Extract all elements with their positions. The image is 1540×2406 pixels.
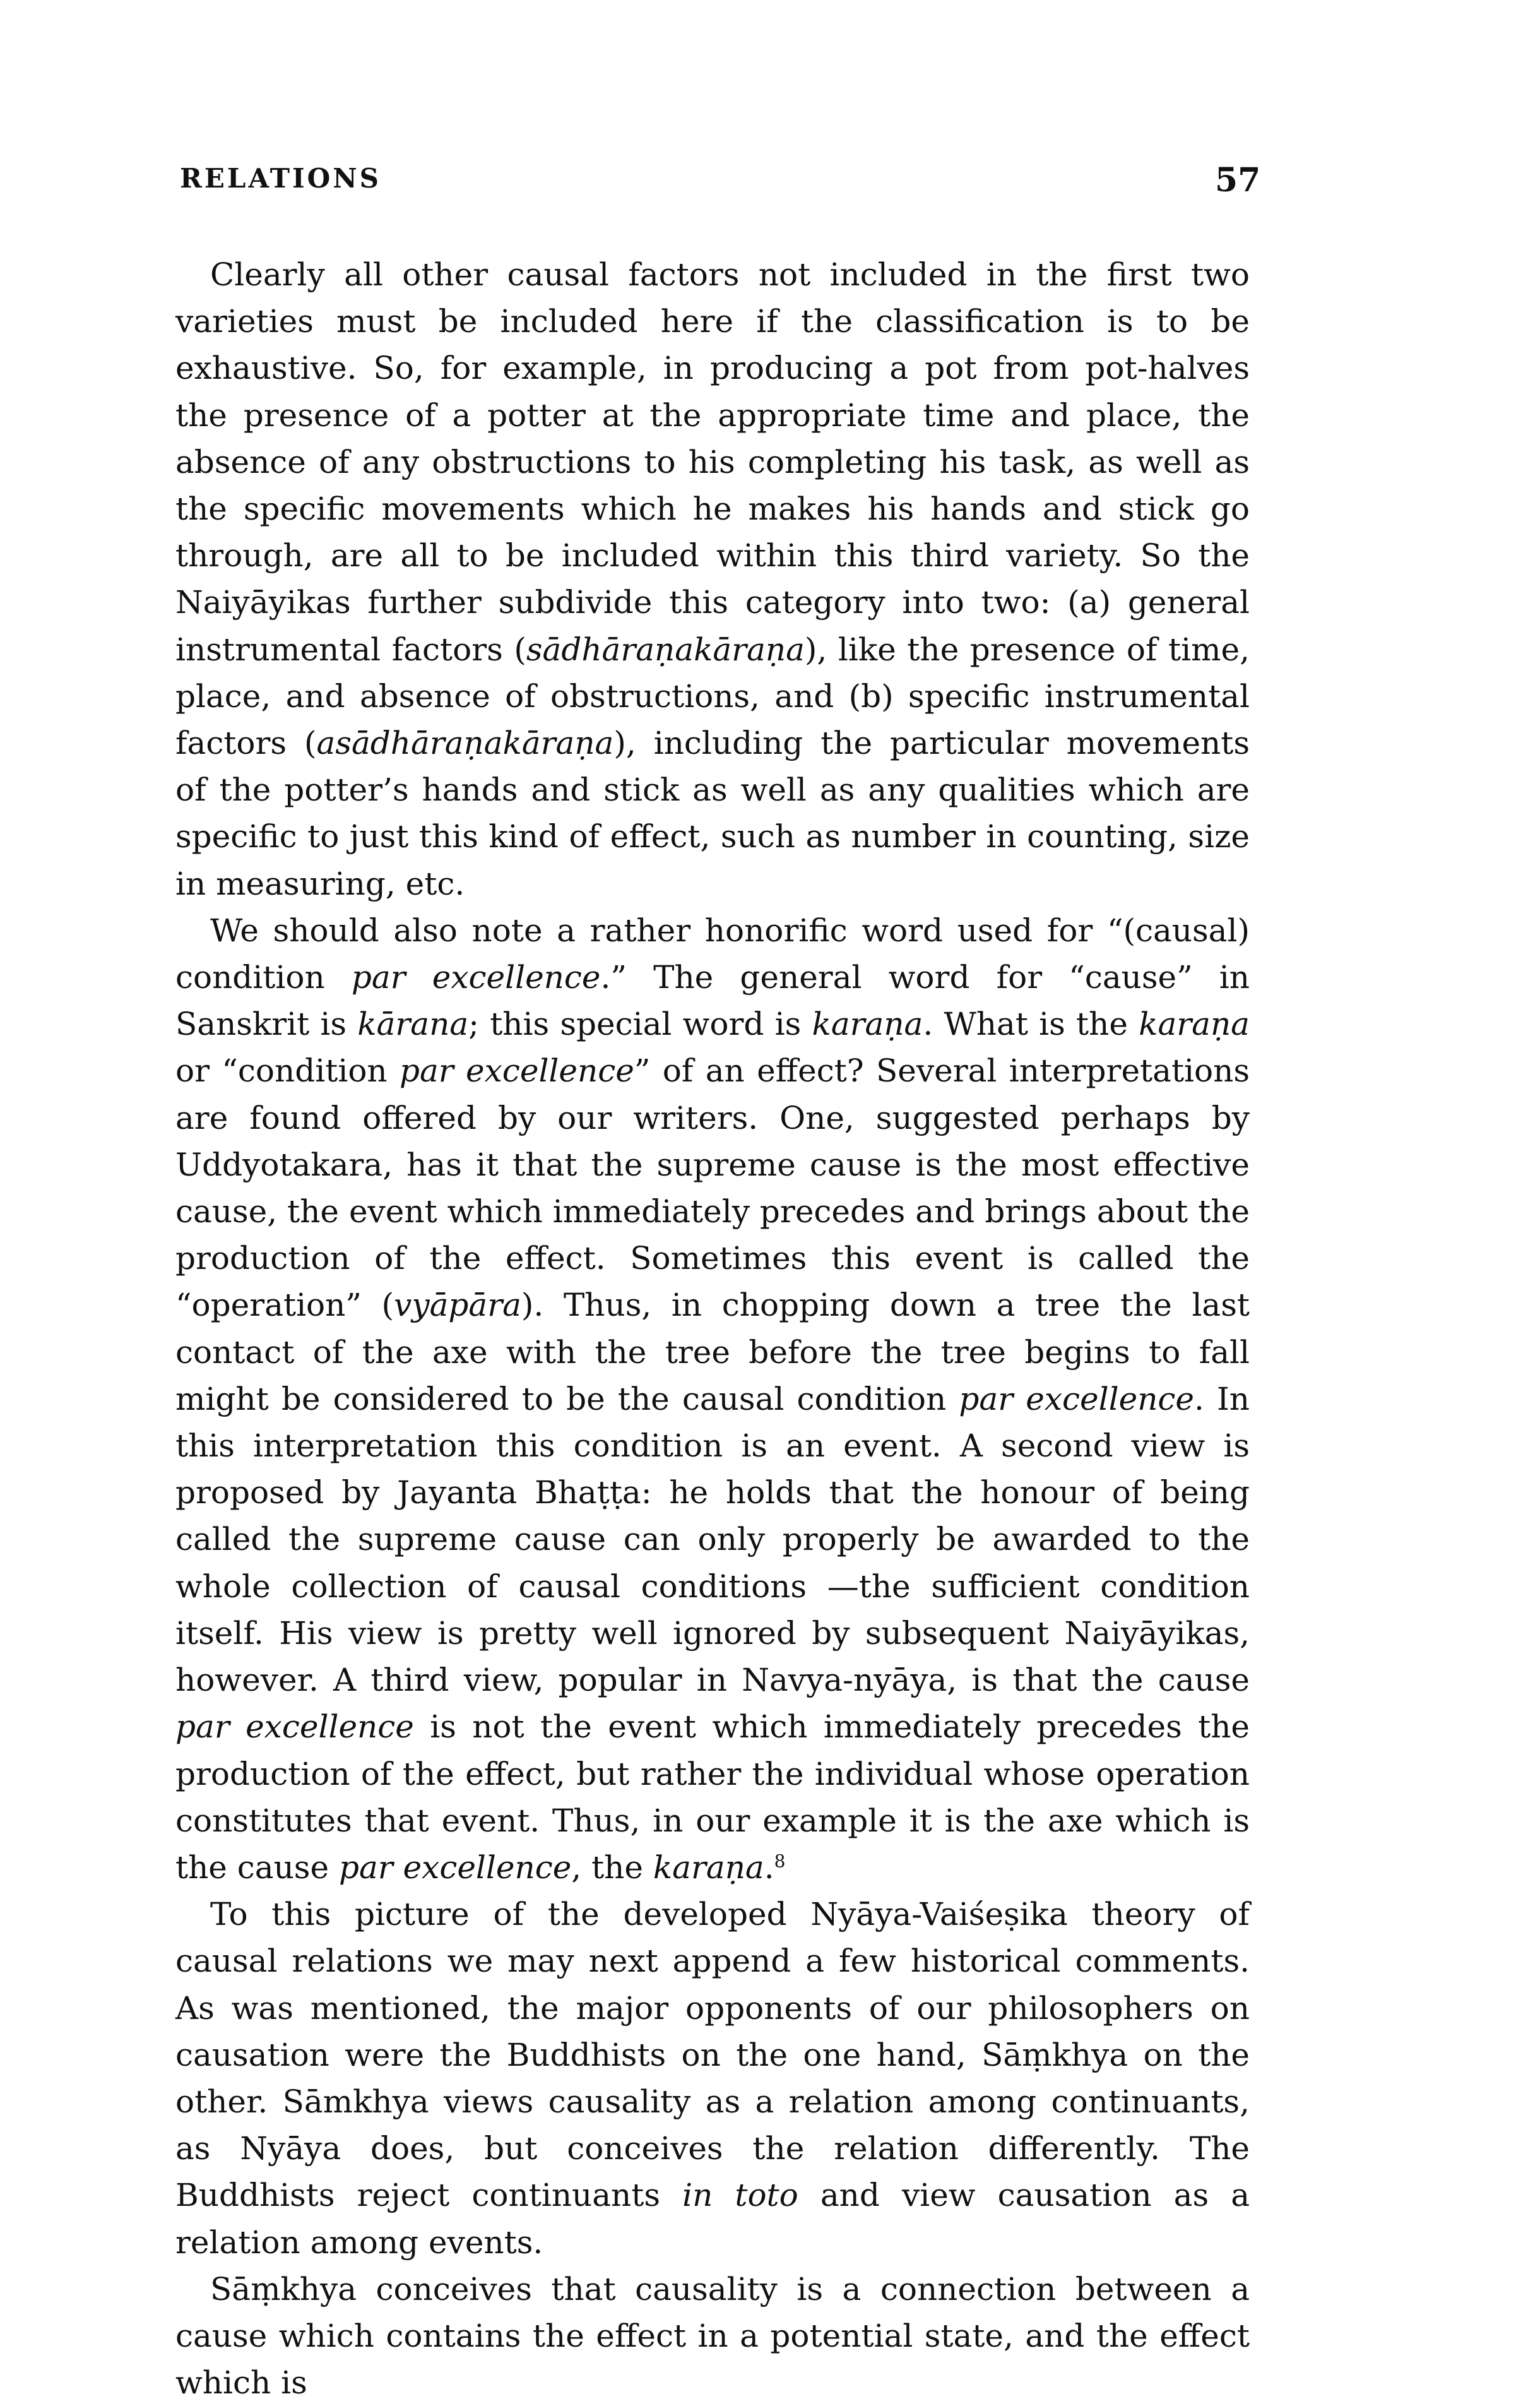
page-number: 57 <box>1215 161 1261 200</box>
running-head: RELATIONS <box>180 163 381 194</box>
paragraph: Sāṃkhya conceives that causality is a connection between a cause which contains the effect in a potential state, and the effect which is <box>175 2270 1250 2402</box>
paragraph: We should also note a rather honorific word used for “(causal) condition par excellence.” The general word for “cause” in Sanskrit is kārana; this special word is karaṇa. What is the karaṇa or “condition par excellence” of an effect? Several interpretations are found offered by our writers. One, suggested perhaps by Uddyotakara, has it that the supreme cause is the most effective cause, the event which immediately precedes and brings about the production of the effect. Sometimes this event is called the “operation” (vyāpāra). Thus, in chopping down a tree the last contact of the axe with the tree before the tree begins to fall might be considered to be the causal condition par excellence. In this interpretation this condition is an event. A second view is proposed by Jayanta Bhaṭṭa: he holds that the honour of being called the supreme cause can only properly be awarded to the whole collection of causal conditions —the sufficient condition itself. His view is pretty well ignored by subsequent Naiyāyikas, however. A third view, popular in Navya-nyāya, is that the cause par excellence is not the event which immediately precedes the production of the effect, but rather the individual whose operation constitutes that event. Thus, in our example it is the axe which is the cause par excellence, the karaṇa.$^8$ <box>175 912 1250 1886</box>
paragraph: To this picture of the developed Nyāya-Vaiśeṣika theory of causal relations we may next append a few historical comments. As was mentioned, the major opponents of our philosophers on causation were the Buddhists on the one hand, Sāṃkhya on the other. Sāmkhya views causality as a relation among continuants, as Nyāya does, but conceives the relation differently. The Buddhists reject continuants in toto and view causation as a relation among events. <box>175 1896 1250 2261</box>
footnote-marker[interactable]: 8 <box>774 1850 786 1872</box>
paragraph: Clearly all other causal factors not included in the first two varieties must be included here if the classification is to be exhaustive. So, for example, in producing a pot from pot-halves the presence of a potter at the appropriate time and place, the absence of any obstructions to his completing his task, as well as the specific movements which he makes his hands and stick go through, are all to be included within this third variety. So the Naiyāyikas further subdivide this category into two: (a) general instrumental factors (sādhāraṇakāraṇa), like the presence of time, place, and absence of obstructions, and (b) specific instrumental factors (asādhāraṇakāraṇa), including the particular movements of the potter’s hands and stick as well as any qualities which are specific to just this kind of effect, such as number in counting, size in measuring, etc. <box>175 256 1250 902</box>
body-text <box>175 251 1250 2406</box>
